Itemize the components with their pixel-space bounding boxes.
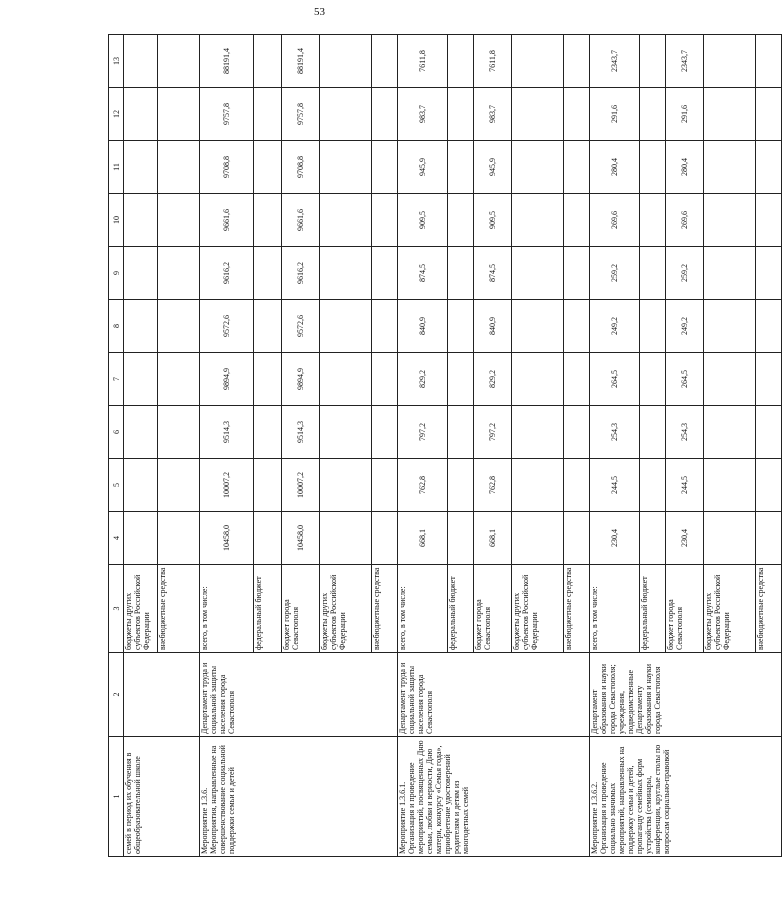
value-cell [448, 141, 474, 194]
value-cell [448, 247, 474, 300]
value-cell: 264,5 [590, 353, 640, 406]
funding-source: федеральный бюджет [254, 565, 282, 653]
value-cell: 9572,6 [282, 300, 320, 353]
value-cell [448, 353, 474, 406]
value-cell: 249,2 [590, 300, 640, 353]
funding-source: всего, в том числе: [590, 565, 640, 653]
value-cell [372, 88, 398, 141]
value-cell [640, 35, 666, 88]
value-cell [512, 300, 564, 353]
funding-source: бюджет города Севастополя [666, 565, 704, 653]
value-cell [564, 88, 590, 141]
value-cell: 264,5 [666, 353, 704, 406]
col-header: 9 [109, 247, 124, 300]
col-header: 4 [109, 512, 124, 565]
value-cell [320, 141, 372, 194]
value-cell: 945,9 [474, 141, 512, 194]
value-cell: 9616,2 [200, 247, 254, 300]
value-cell [512, 406, 564, 459]
value-cell [704, 247, 756, 300]
value-cell [564, 247, 590, 300]
value-cell [512, 35, 564, 88]
value-cell: 9661,6 [282, 194, 320, 247]
funding-source: внебюджетные средства [756, 565, 782, 653]
funding-source: бюджет города Севастополя [474, 565, 512, 653]
value-cell: 2343,7 [666, 35, 704, 88]
value-cell [158, 406, 200, 459]
value-cell [158, 247, 200, 300]
measure-name: семей в период их обучения в общеобразовательной школе [124, 737, 200, 857]
value-cell: 840,9 [398, 300, 448, 353]
col-header: 10 [109, 194, 124, 247]
col-header: 12 [109, 88, 124, 141]
value-cell: 9616,2 [282, 247, 320, 300]
value-cell: 983,7 [398, 88, 448, 141]
value-cell [756, 353, 782, 406]
value-cell: 9757,8 [282, 88, 320, 141]
value-cell: 874,5 [474, 247, 512, 300]
executor [124, 653, 200, 737]
value-cell: 269,6 [590, 194, 640, 247]
value-cell: 259,2 [590, 247, 640, 300]
value-cell [124, 141, 158, 194]
value-cell [564, 35, 590, 88]
value-cell: 668,1 [398, 512, 448, 565]
value-cell: 291,6 [666, 88, 704, 141]
value-cell: 244,5 [590, 459, 640, 512]
funding-source: бюджеты других субъектов Российской Федерации [320, 565, 372, 653]
value-cell: 829,2 [398, 353, 448, 406]
value-cell [320, 353, 372, 406]
value-cell [756, 459, 782, 512]
value-cell: 762,8 [398, 459, 448, 512]
value-cell: 88191,4 [200, 35, 254, 88]
value-cell [254, 35, 282, 88]
value-cell: 230,4 [666, 512, 704, 565]
value-cell: 10007,2 [282, 459, 320, 512]
col-header: 3 [109, 565, 124, 653]
value-cell [640, 247, 666, 300]
value-cell [704, 512, 756, 565]
value-cell [124, 512, 158, 565]
value-cell [640, 300, 666, 353]
value-cell [564, 406, 590, 459]
value-cell [564, 353, 590, 406]
value-cell [254, 512, 282, 565]
value-cell: 874,5 [398, 247, 448, 300]
value-cell [320, 459, 372, 512]
value-cell: 9708,8 [282, 141, 320, 194]
value-cell [448, 459, 474, 512]
value-cell [512, 88, 564, 141]
col-header: 7 [109, 353, 124, 406]
value-cell [448, 194, 474, 247]
col-header: 2 [109, 653, 124, 737]
value-cell [756, 406, 782, 459]
value-cell [254, 88, 282, 141]
value-cell [124, 300, 158, 353]
funding-source: бюджеты других субъектов Российской Федерации [512, 565, 564, 653]
value-cell: 249,2 [666, 300, 704, 353]
value-cell [124, 194, 158, 247]
value-cell [372, 512, 398, 565]
value-cell [254, 141, 282, 194]
value-cell: 829,2 [474, 353, 512, 406]
value-cell [756, 35, 782, 88]
value-cell [448, 300, 474, 353]
executor: Департамент труда и социальной защиты населения города Севастополя [200, 653, 398, 737]
rotated-page [108, 35, 765, 857]
value-cell [756, 88, 782, 141]
value-cell [254, 300, 282, 353]
value-cell [448, 406, 474, 459]
value-cell: 291,6 [590, 88, 640, 141]
value-cell [320, 300, 372, 353]
value-cell [448, 88, 474, 141]
value-cell [512, 459, 564, 512]
funding-source: бюджеты других субъектов Российской Федерации [124, 565, 158, 653]
value-cell [158, 35, 200, 88]
funding-source: федеральный бюджет [448, 565, 474, 653]
col-header: 5 [109, 459, 124, 512]
value-cell [448, 512, 474, 565]
value-cell [640, 88, 666, 141]
value-cell [158, 353, 200, 406]
table-row [398, 35, 448, 857]
value-cell: 909,5 [474, 194, 512, 247]
value-cell: 797,2 [474, 406, 512, 459]
value-cell [124, 406, 158, 459]
table-row [590, 35, 640, 857]
value-cell: 230,4 [590, 512, 640, 565]
value-cell [704, 300, 756, 353]
col-header: 13 [109, 35, 124, 88]
value-cell [704, 35, 756, 88]
value-cell [704, 353, 756, 406]
value-cell [756, 300, 782, 353]
value-cell [372, 459, 398, 512]
value-cell [320, 247, 372, 300]
value-cell [124, 353, 158, 406]
value-cell [254, 353, 282, 406]
value-cell [320, 88, 372, 141]
value-cell: 244,5 [666, 459, 704, 512]
value-cell [756, 512, 782, 565]
value-cell [704, 406, 756, 459]
value-cell: 10458,0 [282, 512, 320, 565]
executor: Департамент труда и социальной защиты населения города Севастополя [398, 653, 590, 737]
page-number: 53 [314, 6, 325, 18]
value-cell [448, 35, 474, 88]
value-cell [564, 194, 590, 247]
value-cell [158, 512, 200, 565]
value-cell: 9708,8 [200, 141, 254, 194]
value-cell: 259,2 [666, 247, 704, 300]
budget-table [108, 34, 782, 857]
col-header: 1 [109, 737, 124, 857]
value-cell [124, 88, 158, 141]
value-cell [158, 300, 200, 353]
value-cell: 88191,4 [282, 35, 320, 88]
value-cell: 668,1 [474, 512, 512, 565]
column-number-row [109, 35, 124, 857]
col-header: 6 [109, 406, 124, 459]
value-cell [158, 141, 200, 194]
value-cell [124, 459, 158, 512]
value-cell [158, 194, 200, 247]
value-cell [372, 141, 398, 194]
table-container [108, 35, 765, 857]
funding-source: бюджет города Севастополя [282, 565, 320, 653]
value-cell [124, 35, 158, 88]
value-cell [564, 141, 590, 194]
value-cell: 7611,8 [398, 35, 448, 88]
col-header: 11 [109, 141, 124, 194]
value-cell [640, 459, 666, 512]
value-cell [756, 194, 782, 247]
value-cell [158, 459, 200, 512]
value-cell: 840,9 [474, 300, 512, 353]
value-cell: 9572,6 [200, 300, 254, 353]
value-cell [254, 247, 282, 300]
value-cell [254, 194, 282, 247]
value-cell: 983,7 [474, 88, 512, 141]
funding-source: внебюджетные средства [564, 565, 590, 653]
value-cell [320, 512, 372, 565]
executor: Департамент образования и науки города Севастополя; учреждения, подведомственные Департаменту образования и науки города Севастополя [590, 653, 782, 737]
value-cell [756, 141, 782, 194]
value-cell [372, 194, 398, 247]
measure-name: Мероприятие 1.3.6.1. Организация и проведение мероприятий, посвященных Дню семьи, любви и верности, Дню матери, конкурсу «Семья года», приобретение удостоверений родителям и детям из многодетных семей [398, 737, 590, 857]
funding-source: внебюджетные средства [372, 565, 398, 653]
value-cell [704, 88, 756, 141]
value-cell [704, 141, 756, 194]
value-cell [512, 512, 564, 565]
value-cell: 797,2 [398, 406, 448, 459]
value-cell [372, 406, 398, 459]
value-cell [640, 353, 666, 406]
funding-source: всего, в том числе: [200, 565, 254, 653]
measure-name: Мероприятие 1.3.6.2. Организация и проведение социально значимых мероприятий, направленных на поддержку семьи и детей, пропаганду семейных форм устройства (семинары, конференции, круглые столы по вопросам социально-правовой [590, 737, 782, 857]
value-cell: 9514,3 [282, 406, 320, 459]
value-cell: 10458,0 [200, 512, 254, 565]
value-cell: 9757,8 [200, 88, 254, 141]
value-cell: 254,3 [590, 406, 640, 459]
value-cell: 762,8 [474, 459, 512, 512]
funding-source: бюджеты других субъектов Российской Федерации [704, 565, 756, 653]
value-cell [564, 300, 590, 353]
value-cell [320, 194, 372, 247]
value-cell [158, 88, 200, 141]
value-cell [372, 353, 398, 406]
table-body [124, 35, 782, 857]
value-cell [640, 141, 666, 194]
value-cell [512, 141, 564, 194]
measure-name: Мероприятие 1.3.6. Мероприятия, направленные на совершенствование социальной поддержки семьи и детей [200, 737, 398, 857]
value-cell: 7611,8 [474, 35, 512, 88]
value-cell: 9661,6 [200, 194, 254, 247]
value-cell [704, 194, 756, 247]
col-header: 8 [109, 300, 124, 353]
value-cell [640, 512, 666, 565]
value-cell: 9514,3 [200, 406, 254, 459]
funding-source: федеральный бюджет [640, 565, 666, 653]
value-cell: 9894,9 [200, 353, 254, 406]
value-cell [372, 300, 398, 353]
funding-source: внебюджетные средства [158, 565, 200, 653]
value-cell [640, 406, 666, 459]
value-cell: 2343,7 [590, 35, 640, 88]
value-cell: 10007,2 [200, 459, 254, 512]
value-cell [512, 247, 564, 300]
value-cell [512, 194, 564, 247]
value-cell: 254,3 [666, 406, 704, 459]
value-cell [640, 194, 666, 247]
value-cell: 280,4 [666, 141, 704, 194]
value-cell [372, 35, 398, 88]
value-cell [564, 459, 590, 512]
value-cell [254, 406, 282, 459]
value-cell: 9894,9 [282, 353, 320, 406]
value-cell [512, 353, 564, 406]
value-cell [372, 247, 398, 300]
value-cell [320, 35, 372, 88]
value-cell [320, 406, 372, 459]
value-cell: 909,5 [398, 194, 448, 247]
value-cell: 269,6 [666, 194, 704, 247]
table-row [200, 35, 254, 857]
value-cell [124, 247, 158, 300]
value-cell [564, 512, 590, 565]
value-cell [756, 247, 782, 300]
value-cell [704, 459, 756, 512]
value-cell: 945,9 [398, 141, 448, 194]
value-cell: 280,4 [590, 141, 640, 194]
table-row [124, 35, 158, 857]
funding-source: всего, в том числе: [398, 565, 448, 653]
value-cell [254, 459, 282, 512]
